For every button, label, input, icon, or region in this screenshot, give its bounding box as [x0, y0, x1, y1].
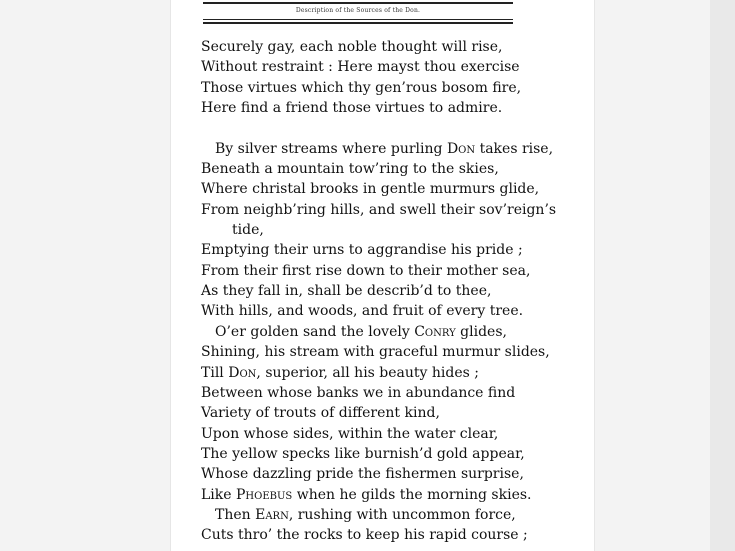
- poem-line: By silver streams where purling Don takes rise,: [215, 140, 554, 157]
- poem-line: Where christal brooks in gentle murmurs glide,: [201, 181, 540, 198]
- proper-name: Don: [228, 364, 257, 381]
- proper-name: Don: [446, 140, 476, 157]
- poem-line: Variety of trouts of different kind,: [201, 405, 440, 422]
- proper-name: Conry: [414, 323, 456, 340]
- header-rule-top: [203, 2, 513, 4]
- poem-line: Shining, his stream with graceful murmur slides,: [201, 344, 550, 361]
- document-page: [170, 0, 595, 551]
- poem-line: As they fall in, shall be describ’d to thee,: [201, 283, 492, 300]
- poem-line: The yellow specks like burnish’d gold appear,: [201, 445, 525, 462]
- poem-line: Beneath a mountain tow’ring to the skies,: [201, 161, 499, 178]
- poem-line: With hills, and woods, and fruit of every tree.: [201, 303, 524, 320]
- viewer-scroll-margin: [710, 0, 735, 551]
- poem-line: From their first rise down to their mother sea,: [201, 262, 531, 279]
- poem-text: [201, 37, 581, 546]
- proper-name: Phoebus: [236, 486, 293, 503]
- poem-line: Till Don, superior, all his beauty hides ;: [201, 364, 479, 381]
- poem-line: Then Earn, rushing with uncommon force,: [215, 506, 516, 523]
- poem-line: Those virtues which thy gen’rous bosom fire,: [201, 79, 522, 96]
- poem-line: From neighb’ring hills, and swell their sov’reign’s: [201, 201, 557, 218]
- poem-line: Whose dazzling pride the fishermen surprise,: [201, 466, 524, 483]
- poem-line: Upon whose sides, within the water clear,: [201, 425, 499, 442]
- poem-line: O’er golden sand the lovely Conry glides,: [215, 323, 507, 340]
- poem-line: Like Phoebus when he gilds the morning skies.: [201, 486, 532, 503]
- poem-line: Emptying their urns to aggrandise his pride ;: [201, 242, 523, 259]
- poem-line: Here find a friend those virtues to admire.: [201, 100, 503, 117]
- poem-line: Securely gay, each noble thought will rise,: [201, 39, 503, 55]
- header-rule-thin: [203, 19, 513, 20]
- running-head: Description of the Sources of the Don.: [295, 7, 421, 14]
- poem-line: Without restraint : Here mayst thou exercise: [201, 59, 520, 76]
- poem-line: Cuts thro’ the rocks to keep his rapid course ;: [201, 527, 528, 544]
- proper-name: Earn: [255, 506, 289, 523]
- poem-line-continuation: tide,: [232, 222, 264, 239]
- header-rule-thick: [203, 22, 513, 24]
- stanza-break: [201, 118, 581, 138]
- poem-line: Between whose banks we in abundance find: [201, 384, 516, 401]
